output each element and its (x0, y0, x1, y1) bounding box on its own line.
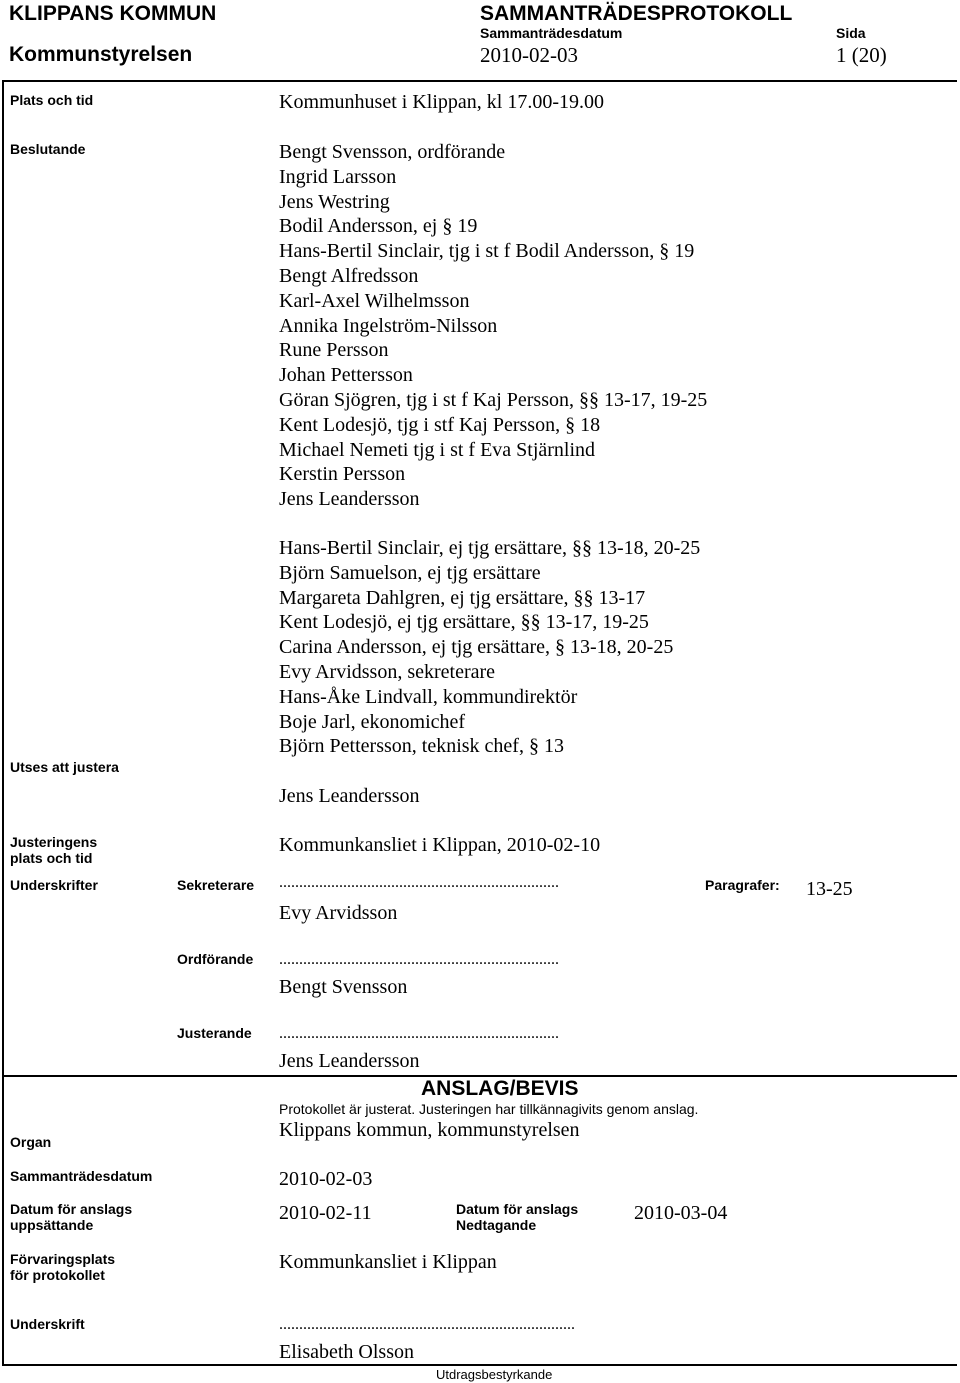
adjuster-label: Utses att justera (10, 759, 119, 775)
list-item: Göran Sjögren, tjg i st f Kaj Persson, §§ 13-17, 19-25 (279, 388, 708, 411)
header-divider (2, 80, 957, 82)
chair-signature-line: ...................................................................... (279, 951, 559, 968)
list-item: Margareta Dahlgren, ej tjg ersättare, §§ 13-17 (279, 586, 646, 609)
sign-label: Underskrift (10, 1316, 85, 1332)
place-label: Plats och tid (10, 92, 94, 108)
document-type: SAMMANTRÄDESPROTOKOLL (480, 2, 793, 25)
adjust-place-label: Justeringens plats och tid (10, 834, 98, 866)
justerande-signature-line: ...................................................................... (279, 1025, 559, 1042)
date-label: Sammanträdesdatum (480, 25, 623, 41)
list-item: Karl-Axel Wilhelmsson (279, 289, 470, 312)
removed-date-label: Datum för anslags Nedtagande (456, 1201, 579, 1233)
list-item: Jens Westring (279, 190, 390, 213)
chair-label: Ordförande (177, 951, 254, 967)
list-item: Bengt Svensson, ordförande (279, 141, 506, 163)
storage-value: Kommunkansliet i Klippan (279, 1251, 497, 1273)
notice-date-label: Sammanträdesdatum (10, 1168, 153, 1184)
org-name: KLIPPANS KOMMUN (9, 2, 217, 25)
justerande-name: Jens Leandersson (279, 1050, 420, 1072)
list-item: Carina Andersson, ej tjg ersättare, § 13-18, 20-25 (279, 636, 674, 659)
deciding-list (279, 140, 707, 512)
paragraphs-value: 13-25 (806, 878, 853, 900)
list-item: Kerstin Persson (279, 463, 406, 486)
notice-title: ANSLAG/BEVIS (421, 1077, 579, 1100)
list-item: Evy Arvidsson, sekreterare (279, 660, 496, 683)
left-border (2, 80, 4, 1365)
list-item: Boje Jarl, ekonomichef (279, 710, 466, 733)
list-item: Johan Pettersson (279, 364, 413, 387)
meeting-date: 2010-02-03 (480, 43, 578, 67)
list-item: Björn Samuelson, ej tjg ersättare (279, 561, 541, 584)
sign-name: Elisabeth Olsson (279, 1341, 414, 1363)
list-item: Jens Leandersson (279, 488, 420, 511)
footer-caption: Utdragsbestyrkande (436, 1367, 553, 1382)
notice-statement: Protokollet är justerat. Justeringen har tillkännagivits genom anslag. (279, 1101, 699, 1117)
secretary-name: Evy Arvidsson (279, 902, 398, 924)
bottom-border (2, 1364, 957, 1366)
paragraphs-label: Paragrafer: (705, 877, 780, 893)
secretary-label: Sekreterare (177, 877, 255, 893)
organ-label: Organ (10, 1134, 52, 1150)
list-item: Kent Lodesjö, ej tjg ersättare, §§ 13-17, 19-25 (279, 611, 649, 634)
notice-date-value: 2010-02-03 (279, 1168, 373, 1190)
secretary-signature-line: ...................................................................... (279, 874, 559, 891)
list-item: Rune Persson (279, 339, 389, 362)
list-item: Ingrid Larsson (279, 165, 397, 188)
justerande-label: Justerande (177, 1025, 252, 1041)
signatures-label: Underskrifter (10, 877, 98, 893)
adjust-place-value: Kommunkansliet i Klippan, 2010-02-10 (279, 834, 601, 856)
list-item: Bodil Andersson, ej § 19 (279, 215, 478, 238)
removed-date-value: 2010-03-04 (634, 1202, 728, 1224)
list-item: Bengt Alfredsson (279, 264, 419, 287)
place-value: Kommunhuset i Klippan, kl 17.00-19.00 (279, 91, 604, 113)
deciding-label: Beslutande (10, 141, 86, 157)
chair-name: Bengt Svensson (279, 976, 408, 998)
sign-signature-line: .......................................................................... (279, 1316, 575, 1333)
organ-value: Klippans kommun, kommunstyrelsen (279, 1119, 580, 1141)
list-item: Björn Pettersson, teknisk chef, § 13 (279, 735, 564, 758)
page-number: 1 (20) (836, 43, 887, 67)
list-item: Hans-Åke Lindvall, kommundirektör (279, 685, 578, 708)
page-label: Sida (836, 25, 866, 41)
list-item: Hans-Bertil Sinclair, tjg i st f Bodil Andersson, § 19 (279, 240, 695, 263)
adjuster-value: Jens Leandersson (279, 785, 420, 807)
other-attendees-list (279, 536, 700, 759)
storage-label: Förvaringsplats för protokollet (10, 1251, 116, 1283)
list-item: Annika Ingelström-Nilsson (279, 314, 498, 337)
list-item: Hans-Bertil Sinclair, ej tjg ersättare, §§ 13-18, 20-25 (279, 537, 701, 559)
body-name: Kommunstyrelsen (9, 43, 193, 66)
list-item: Kent Lodesjö, tjg i stf Kaj Persson, § 18 (279, 413, 601, 436)
list-item: Michael Nemeti tjg i st f Eva Stjärnlind (279, 438, 596, 461)
posted-date-value: 2010-02-11 (279, 1202, 372, 1224)
posted-date-label: Datum för anslags uppsättande (10, 1201, 133, 1233)
